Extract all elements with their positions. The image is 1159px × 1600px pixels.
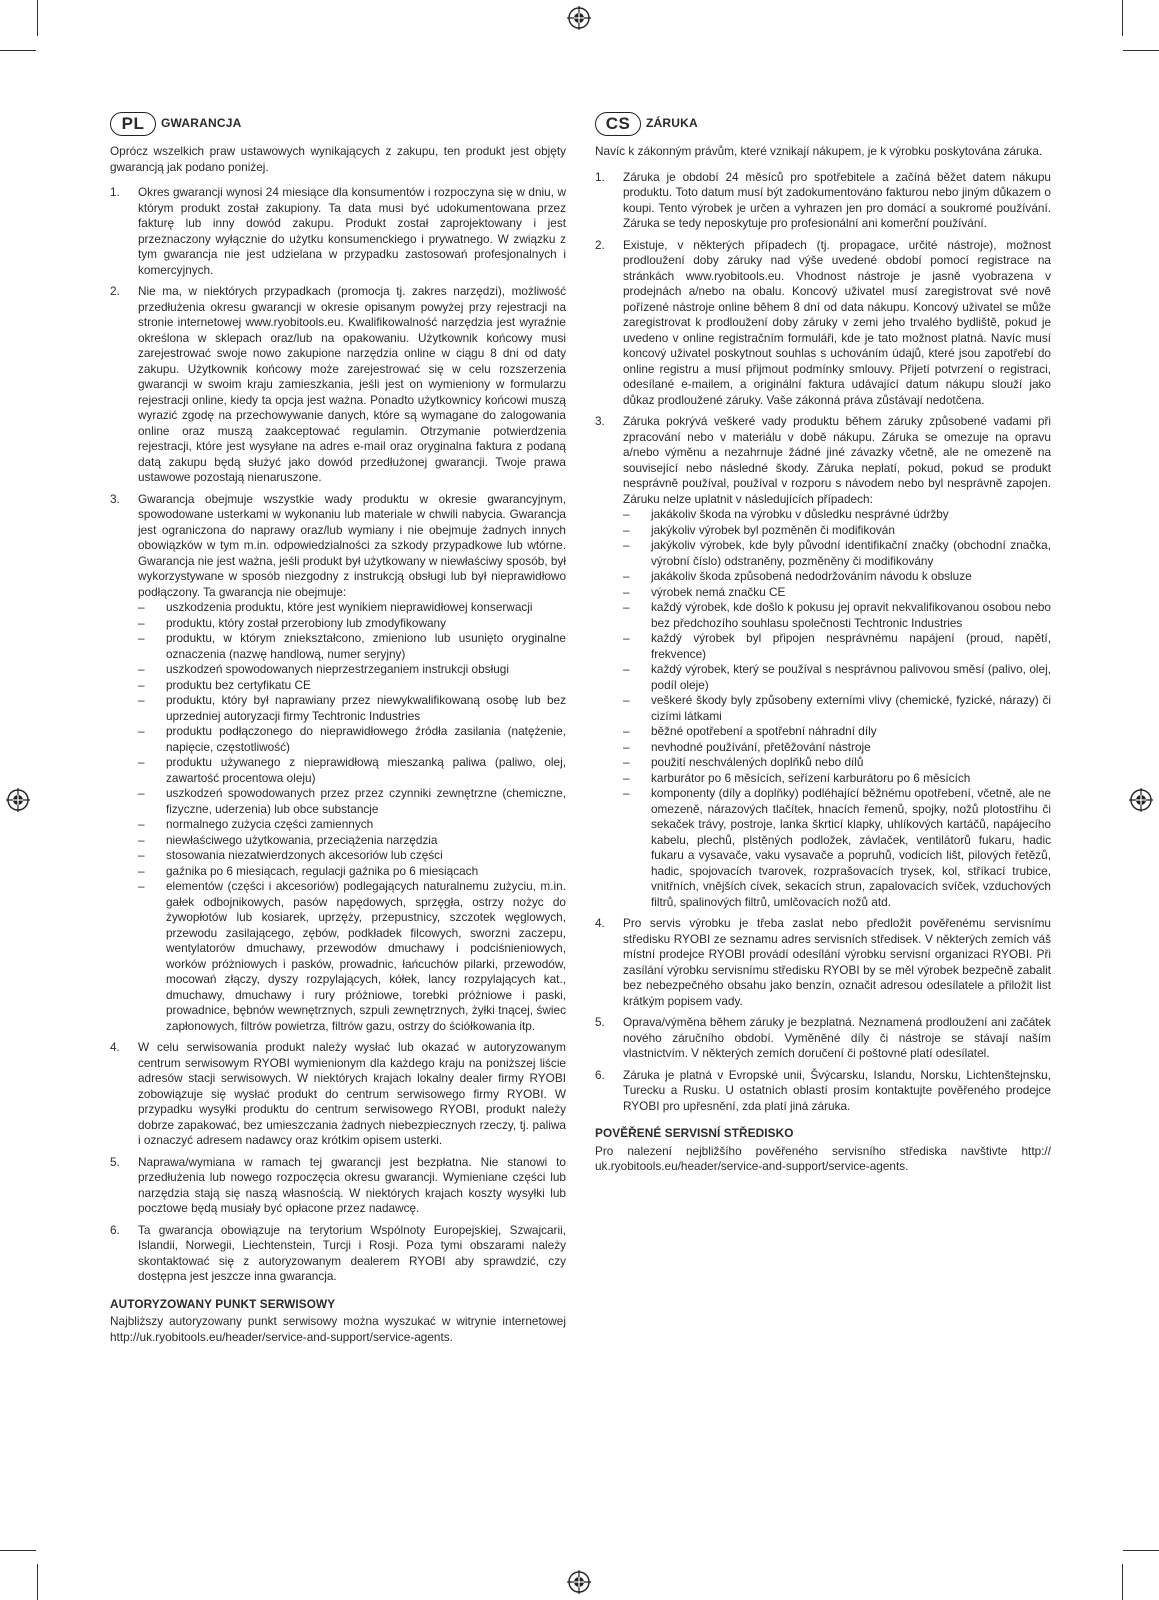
exclusion-item: – karburátor po 6 měsících, seřízení karburátoru po 6 měsících: [623, 771, 1051, 787]
item-text: Nie ma, w niektórych przypadkach (promocja tj. zakres narzędzi), możliwość przedłużenia okresu gwarancji w okresie opisanym powyżej przy rejestracji na stronie internetowej www.ryobitools.eu. Kwalifikowalność narzędzia jest wyraźnie określona w sklepach oraz/lub na opakowaniu. Użytkownik końcowy musi zarejestrować swoje nowo zakupione narzędzia online w ciągu 8 dni od daty zakupu. Użytkownik końcowy może zarejestrować się w celu rozszerzenia gwarancji w swoim kraju zamieszkania, jeśli jest on wymieniony w formularzu rejestracji online, kiedy ta opcja jest ważna. Ponadto użytkownicy końcowi muszą wyrazić zgodę na przechowywanie danych, które są wymagane do zalogowania online oraz muszą zaakceptować regulamin. Otrzymanie potwierdzenia rejestracji, które jest wysyłane na adres e-mail oraz oryginalna faktura z podaną datą zakupu będą służyć jako dowód przedłużonej gwarancji. Twoje prawa ustawowe pozostają nienaruszone.: [138, 284, 566, 484]
item-number: 2.: [110, 284, 120, 298]
list-item: [110, 1040, 566, 1149]
item-number: 4.: [595, 916, 605, 930]
crop-mark: [1123, 50, 1159, 51]
registration-mark-icon: [6, 788, 30, 812]
exclusion-item: – produktu bez certyfikatu CE: [138, 678, 566, 694]
intro-paragraph: Navíc k zákonným právům, které vznikají nákupem, je k výrobku poskytována záruka.: [595, 144, 1043, 158]
exclusion-item: – jakýkoliv výrobek byl pozměněn či modifikován: [623, 523, 1051, 539]
exclusion-item: – jakákoliv škoda způsobená nedodržováním návodu k obsluze: [623, 569, 1051, 585]
item-text: Záruka je platná v Evropské unii, Švýcarsku, Islandu, Norsku, Lichtenštejnsku, Turecku a Rusku. U ostatních oblastí prosím kontaktujte pověřeného prodejce RYOBI pro upřesnění, zda platí jiná záruka.: [623, 1067, 1051, 1113]
exclusion-item: – produktu, który został przerobiony lub zmodyfikowany: [138, 616, 566, 632]
item-text: Okres gwarancji wynosi 24 miesiące dla konsumentów i rozpoczyna się w dniu, w którym produkt został zakupiony. Ta data musi być udokumentowana przez fakturę lub inny dowód zakupu. Produkt został zaprojektowany i jest przeznaczony wyłącznie do użytku konsumenckiego i prywatnego. W związku z tym gwarancja nie jest udzielana w przypadku zastosowań profesjonalnych i komercyjnych.: [138, 185, 566, 277]
crop-mark: [0, 50, 36, 51]
warranty-list: [110, 185, 566, 1285]
exclusion-item: – produktu, który był naprawiany przez niewykwalifikowaną osobę lub bez uprzedniej autoryzacji firmy Techtronic Industries: [138, 693, 566, 724]
list-item: [595, 170, 1051, 232]
item-text: W celu serwisowania produkt należy wysłać lub okazać w autoryzowanym centrum serwisowym RYOBI wymienionym dla każdego kraju na poniższej liście adresów stacji serwisowych. W niektórych krajach lokalny dealer firmy RYOBI zobowiązuje się wysłać produkt do centrum serwisowego firmy RYOBI. W przypadku wysyłki produktu do centrum serwisowego RYOBI, produkt należy dobrze zapakować, bez umieszczania żadnych niebezpiecznych rzeczy, tj. paliwa i oznaczyć adresem nadawcy oraz krótkim opisem usterki.: [138, 1040, 566, 1147]
list-item: [595, 1068, 1051, 1115]
service-text: Najbliższy autoryzowany punkt serwisowy można wyszukać w witrynie internetowej http://uk.ryobitools.eu/header/service-and-support/service-agents.: [110, 1314, 566, 1344]
exclusion-item: – jakákoliv škoda na výrobku v důsledku nesprávné údržby: [623, 507, 1051, 523]
crop-mark: [1122, 0, 1123, 36]
service-title: POVĚŘENÉ SERVISNÍ STŘEDISKO: [595, 1126, 794, 1140]
exclusion-item: – výrobek nemá značku CE: [623, 585, 1051, 601]
exclusion-item: – jakýkoliv výrobek, kde byly původní identifikační značky (obchodní značka, výrobní číslo) odstraněny, pozměněny či modifikovány: [623, 538, 1051, 569]
list-item: [595, 238, 1051, 409]
cs-heading: [595, 112, 1051, 136]
registration-mark-icon: [567, 6, 591, 30]
list-item: [595, 916, 1051, 1009]
list-item: [595, 1015, 1051, 1062]
item-text: Existuje, v některých případech (tj. propagace, určité nástroje), možnost prodloužení doby záruky nad výše uvedené období pomocí registrace na stránkách www.ryobitools.eu. Vhodnost nástroje je jasně vyobrazena v prodejnách a/nebo na obalu. Koncový uživatel musí zaregistrovat své nově pořízené nástroje online během 8 dní od data nákupu. Koncový uživatel se může zaregistrovat k prodloužení doby záruky v zemi jeho trvalého bydliště, pokud je uvedeno v online registračním formuláři, kde je tato možnost platná. Navíc musí koncový uživatel poskytnout souhlas s uchováním údajů, které jsou zapotřebí do online registru a musí přijmout podmínky smlouvy. Přijetí potvrzení o registraci, odesílané e-mailem, a originální faktura udávající datum nákupu slouží jako důkaz prodloužené záruky. Vaše zákonná práva zůstávají nedotčena.: [623, 237, 1051, 407]
registration-mark-icon: [1129, 788, 1153, 812]
language-badge: PL: [110, 112, 156, 136]
exclusion-item: – veškeré škody byly způsobeny externími vlivy (chemické, fyzické, nárazy) či cizími látkami: [623, 693, 1051, 724]
exclusion-item: – běžné opotřebení a spotřební náhradní díly: [623, 724, 1051, 740]
item-text: Záruka je období 24 měsíců pro spotřebitele a začíná běžet datem nákupu produktu. Toto datum musí být zadokumentováno fakturou nebo jiným důkazem o koupi. Tento výrobek je určen a vyhrazen jen pro domácí a soukromé používání. Záruka se tedy neposkytuje pro profesionální ani komerční používání.: [623, 169, 1051, 230]
intro-paragraph: Oprócz wszelkich praw ustawowych wynikających z zakupu, ten produkt jest objęty gwarancją jak podano poniżej.: [110, 144, 566, 174]
item-number: 3.: [110, 491, 120, 506]
crop-mark: [37, 0, 38, 36]
crop-mark: [0, 1550, 36, 1551]
section-title: GWARANCJA: [161, 116, 242, 131]
exclusion-list: [138, 600, 566, 1034]
exclusion-item: – každý výrobek byl připojen nesprávnému napájení (proud, napětí, frekvence): [623, 631, 1051, 662]
list-item: [110, 492, 566, 1035]
item-text: Naprawa/wymiana w ramach tej gwarancji jest bezpłatna. Nie stanowi to przedłużenia lub nowego rozpoczęcia okresu gwarancji. Wymieniane części lub narzędzia stają się naszą własnością. W niektórych krajach koszty wysyłki lub pocztowe będą musiały być opłacone przez nadawcę.: [138, 1154, 566, 1215]
item-number: 1.: [595, 169, 605, 184]
language-badge: CS: [595, 112, 641, 136]
item-text: Gwarancja obejmuje wszystkie wady produktu w okresie gwarancyjnym, spowodowane usterkami w wykonaniu lub materiale w chwili nabycia. Gwarancja jest ograniczona do naprawy oraz/lub wymiany i nie obejmuje żadnych innych obowiązków w tym m.in. odpowiedzialności za szkody przypadkowe lub wtórne. Gwarancja nie jest ważna, jeśli produkt był użytkowany w niewłaściwy sposób, był wykorzystywane w sposób niezgodny z instrukcją obsługi lub był nieprawidłowo podłączony. Ta gwarancja nie obejmuje:: [138, 491, 566, 599]
exclusion-item: – produktu używanego z nieprawidłową mieszanką paliwa (paliwo, olej, zawartość procentowa oleju): [138, 755, 566, 786]
exclusion-item: – použití neschválených doplňků nebo dílů: [623, 755, 1051, 771]
list-item: [595, 414, 1051, 910]
exclusion-item: – normalnego zużycia części zamiennych: [138, 817, 566, 833]
service-title: AUTORYZOWANY PUNKT SERWISOWY: [110, 1296, 336, 1311]
item-text: Pro servis výrobku je třeba zaslat nebo předložit pověřenému servisnímu středisku RYOBI ze seznamu adres servisních středisek. V některých zemích váš místní prodejce RYOBI provádí odesílání výrobku servisní organizaci RYOBI. Při zasílání výrobku servisnímu středisku RYOBI by se měl výrobek bezpečně zabalit bez nebezpečného obsahu jako benzín, označit adresou odesílatele a přiložit list krátkým popisem vady.: [623, 916, 1051, 1008]
exclusion-item: – uszkodzenia produktu, które jest wynikiem nieprawidłowej konserwacji: [138, 600, 566, 616]
exclusion-item: – uszkodzeń spowodowanych nieprzestrzeganiem instrukcji obsługi: [138, 662, 566, 678]
list-item: [110, 1223, 566, 1285]
item-number: 5.: [595, 1015, 605, 1029]
registration-mark-icon: [567, 1570, 591, 1594]
item-number: 6.: [110, 1222, 120, 1237]
crop-mark: [1123, 1550, 1159, 1551]
exclusion-item: – elementów (części i akcesoriów) podlegających naturalnemu zużyciu, m.in. gałek odbojnikowych, pasów napędowych, sprzęgła, ostrzy nożyc do żywopłotów lub kosiarek, uprzęży, przepustnicy, szczotek węglowych, przewodu zasilającego, zębów, podkładek filcowych, sworzni zaczepu, wentylatorów dmuchawy, przewodów dmuchawy i podciśnieniowych, worków próżniowych i pasków, prowadnic, łańcuchów pilarki, przewodów, mocowań złączy, dyszy rozpylających, kółek, lancy rozpylających kat., dmuchawy, dmuchawy i rury próżniowe, torebki próżniowe i paski, prowadnice, bębnów wewnętrznych, szpuli zewnętrznych, żyłki tnącej, świec zapłonowych, filtrów powietrza, filtrów gazu, ostrzy do ściółkowania itp.: [138, 879, 566, 1034]
exclusion-item: – uszkodzeń spowodowanych przez przez czynniki zewnętrzne (chemiczne, fizyczne, uderzenia) lub obce substancje: [138, 786, 566, 817]
warranty-list: [595, 170, 1051, 1115]
item-number: 3.: [595, 414, 605, 428]
exclusion-item: – nevhodné používání, přetěžování nástroje: [623, 740, 1051, 756]
exclusion-item: – gaźnika po 6 miesiącach, regulacji gaźnika po 6 miesiącach: [138, 864, 566, 880]
item-number: 5.: [110, 1154, 120, 1169]
exclusion-item: – každý výrobek, kde došlo k pokusu jej opravit nekvalifikovanou osobou nebo bez předchozího souhlasu společnosti Techtronic Industries: [623, 600, 1051, 631]
exclusion-item: – produktu, w którym zniekształcono, zmieniono lub usunięto oryginalne oznaczenia (nazwę handlową, numer seryjny): [138, 631, 566, 662]
exclusion-item: – každý výrobek, který se používal s nesprávnou palivovou směsí (palivo, olej, podíl oleje): [623, 662, 1051, 693]
exclusion-item: – stosowania niezatwierdzonych akcesoriów lub części: [138, 848, 566, 864]
item-text: Ta gwarancja obowiązuje na terytorium Wspólnoty Europejskiej, Szwajcarii, Islandii, Norwegii, Liechtenstein, Turcji i Rosji. Poza tymi obszarami należy skontaktować się z autoryzowanym dealerem RYOBI aby sprawdzić, czy dostępna jest jeszcze inna gwarancja.: [138, 1222, 566, 1283]
item-number: 4.: [110, 1040, 120, 1054]
exclusion-item: – komponenty (díly a doplňky) podléhající běžnému opotřebení, včetně, ale ne omezeně, nárazových tlačítek, hnacích řemenů, spojky, nožů plotostřihu či sekaček trávy, postroje, lanka škrticí klapky, uhlíkových kartáčů, napájecího kabelu, plechů, plstěných podložek, závlaček, ventilátorů fukaru, hadic fukaru a vysavače, vaku vysavače a popruhů, vodicích lišt, pilových řetězů, hadic, spojovacích tvarovek, rozprašovacích trysek, kol, stříkací trubice, vnitřních, vnějších cívek, sekacích strun, zapalovacích svíček, vzduchových filtrů, spalinových filtrů, umlčovacích nožů atd.: [623, 786, 1051, 910]
list-item: [110, 1155, 566, 1217]
exclusion-list: [623, 507, 1051, 910]
pl-column: [110, 112, 566, 1345]
list-item: [110, 284, 566, 486]
item-text: Záruka pokrývá veškeré vady produktu během záruky způsobené vadami při zpracování nebo v materiálu v době nákupu. Záruka se omezuje na opravu a/nebo výměnu a nezahrnuje žádné jiné závazky včetně, ale ne omezeně na související nebo následné škody. Záruka neplatí, pokud, pokud se produkt nesprávně používal, používal v rozporu s návodem nebo byl nesprávně zapojen. Záruku nelze uplatnit v následujících případech:: [623, 414, 1051, 506]
section-title: ZÁRUKA: [646, 116, 698, 131]
item-number: 6.: [595, 1067, 605, 1082]
item-number: 1.: [110, 185, 120, 199]
exclusion-item: – niewłaściwego użytkowania, przeciążenia narzędzia: [138, 833, 566, 849]
list-item: [110, 185, 566, 278]
pl-heading: [110, 112, 566, 136]
crop-mark: [1122, 1564, 1123, 1600]
item-number: 2.: [595, 237, 605, 252]
service-text: Pro nalezení nejbližšího pověřeného servisního střediska navštivte http:// uk.ryobitools.eu/header/service-and-support/service-agents.: [595, 1143, 1051, 1173]
cs-column: [595, 112, 1051, 1175]
crop-mark: [37, 1564, 38, 1600]
exclusion-item: – produktu podłączonego do nieprawidłowego źródła zasilania (natężenie, napięcie, częstotliwość): [138, 724, 566, 755]
item-text: Oprava/výměna během záruky je bezplatná. Neznamená prodloužení ani začátek nového záručního období. Vyměněné díly či nástroje se stávají naším vlastnictvím. V některých zemích doručení či poštovné platí odesílatel.: [623, 1015, 1051, 1060]
